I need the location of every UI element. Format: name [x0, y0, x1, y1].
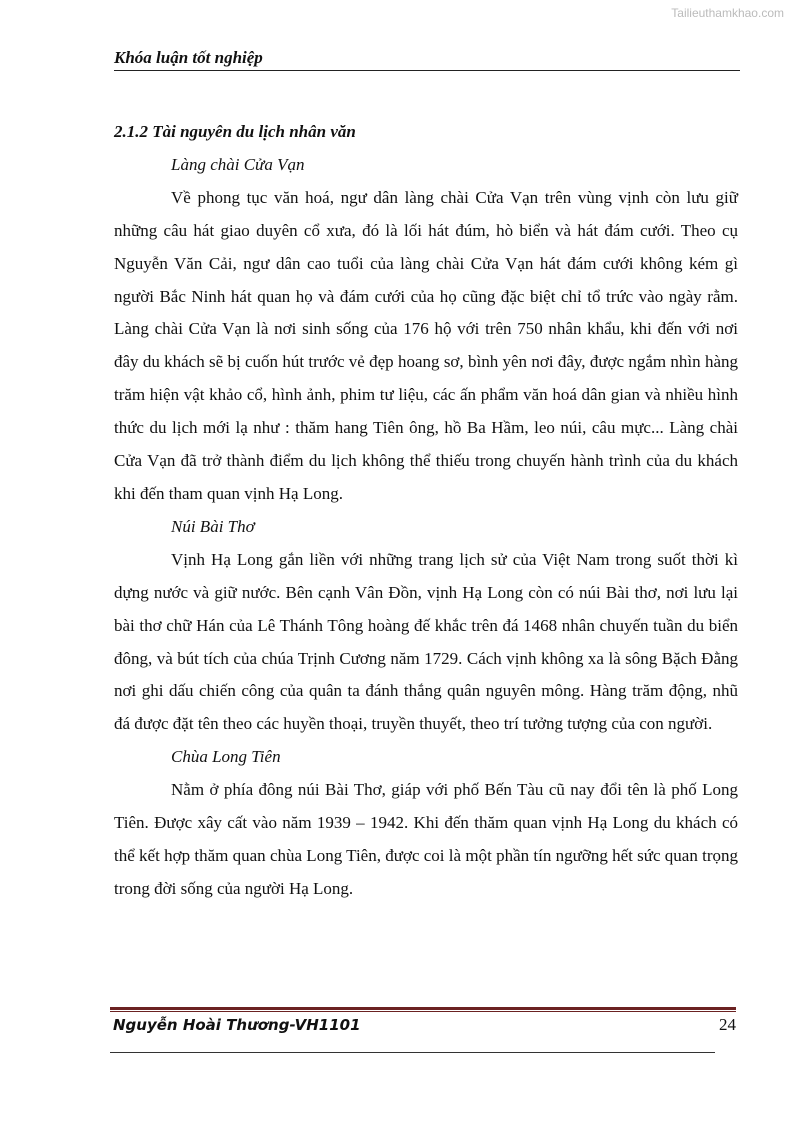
footer-author: Nguyễn Hoài Thương-VH1101	[113, 1016, 361, 1034]
footer-divider	[110, 1007, 736, 1010]
footer-divider-thin	[110, 1011, 736, 1012]
document-body	[114, 116, 738, 906]
watermark: Tailieuthamkhao.com	[671, 6, 784, 20]
footer-bottom-rule	[110, 1052, 715, 1053]
paragraph: Vịnh Hạ Long gắn liền với những trang lịch sử của Việt Nam trong suốt thời kì dựng nước và giữ nước. Bên cạnh Vân Đồn, vịnh Hạ Long còn có núi Bài thơ, nơi lưu lại bài thơ chữ Hán của Lê Thánh Tông hoàng đế khắc trên đá 1468 nhân chuyến tuần du biển đông, và bút tích của chúa Trịnh Cương năm 1729. Cách vịnh không xa là sông Bặch Đằng nơi ghi dấu chiến công của quân ta đánh thắng quân nguyên mông. Hàng trăm động, nhũ đá được đặt tên theo các huyền thoại, truyền thuyết, theo trí tưởng tượng của con người.	[114, 549, 738, 734]
paragraph: Nằm ở phía đông núi Bài Thơ, giáp với phố Bến Tàu cũ nay đổi tên là phố Long Tiên. Được xây cất vào năm 1939 – 1942. Khi đến thăm quan vịnh Hạ Long du khách có thể kết hợp thăm quan chùa Long Tiên, được coi là một phần tín ngưỡng hết sức quan trọng trong đời sống của người Hạ Long.	[114, 780, 738, 898]
section-heading: 2.1.2 Tài nguyên du lịch nhân văn	[114, 122, 356, 141]
subheading: Làng chài Cửa Vạn	[171, 154, 305, 174]
page-number: 24	[719, 1015, 736, 1034]
paragraph: Về phong tục văn hoá, ngư dân làng chài Cửa Vạn trên vùng vịnh còn lưu giữ những câu hát giao duyên cổ xưa, đó là lối hát đúm, hò biển và hát đám cưới. Theo cụ Nguyễn Văn Cải, ngư dân cao tuổi của làng chài Cửa Vạn hát đám cưới không kém gì người Bắc Ninh hát quan họ và đám cưới của họ cũng đặc biệt chỉ tổ trức vào ngày rằm. Làng chài Cửa Vạn là nơi sinh sống của 176 hộ với trên 750 nhân khẩu, khi đến với nơi đây du khách sẽ bị cuốn hút trước vẻ đẹp hoang sơ, bình yên nơi đây, được ngắm nhìn hàng trăm hiện vật khảo cổ, hình ảnh, phim tư liệu, các ấn phẩm văn hoá dân gian và nhiều hình thức du lịch mới lạ như : thăm hang Tiên ông, hồ Ba Hầm, leo núi, câu mực... Làng chài Cửa Vạn đã trở thành điểm du lịch không thể thiếu trong chuyến hành trình của du khách khi đến tham quan vịnh Hạ Long.	[114, 187, 738, 503]
subheading: Chùa Long Tiên	[171, 747, 281, 767]
page-header: Khóa luận tốt nghiệp	[114, 48, 740, 71]
subheading: Núi Bài Thơ	[171, 516, 255, 536]
